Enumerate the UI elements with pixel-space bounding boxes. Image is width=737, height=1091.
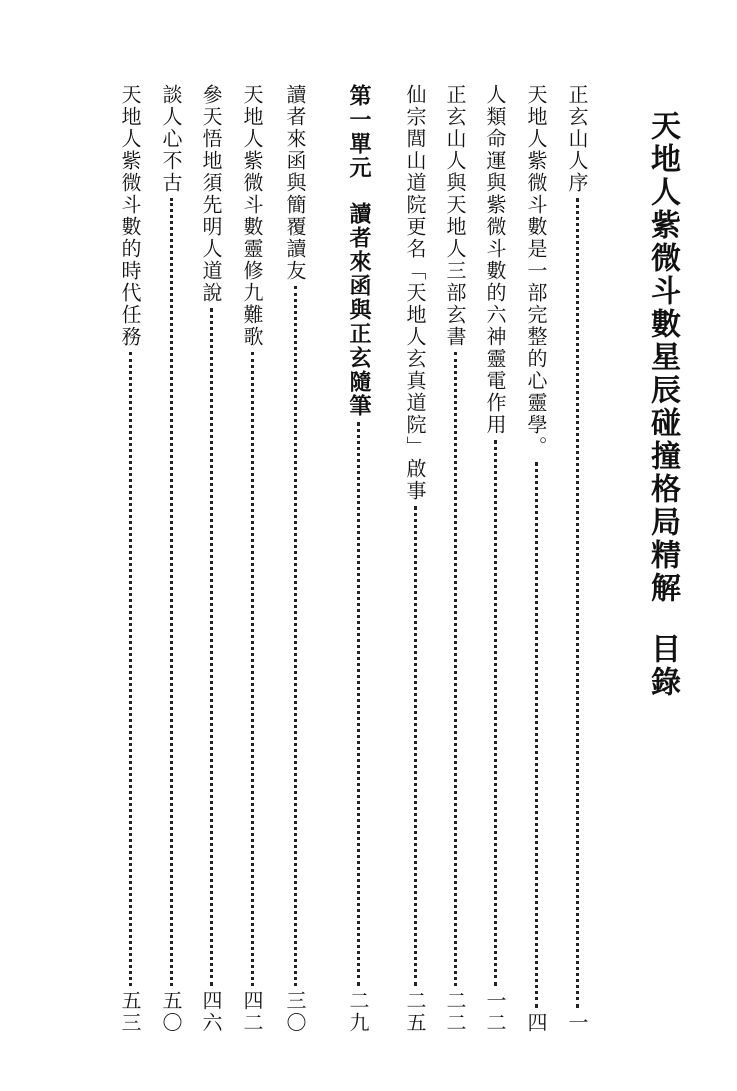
toc-entry[interactable] <box>156 84 186 1034</box>
toc-entry-page: 四 <box>524 1012 548 1034</box>
dot-leader <box>251 352 254 986</box>
dot-leader <box>576 198 579 1008</box>
toc-entry-label: 天地人紫微斗數是一部完整的心靈學。 <box>524 84 548 458</box>
toc-entry-page: 四二 <box>240 990 264 1034</box>
toc-unit-entry[interactable] <box>343 84 373 1034</box>
toc-entry-label: 天地人紫微斗數的時代任務 <box>118 84 142 348</box>
dot-leader <box>210 308 213 986</box>
toc-entry-page: 三〇 <box>283 990 307 1034</box>
toc-entry[interactable] <box>400 84 430 1034</box>
toc-entry-label: 讀者來函與簡覆讀友 <box>283 84 307 282</box>
toc-entry-label: 正玄山人序 <box>565 84 589 194</box>
toc-entry[interactable] <box>237 84 267 1034</box>
toc-entry-label: 天地人紫微斗數靈修九難歌 <box>240 84 264 348</box>
toc-entry-label: 仙宗閭山道院更名「天地人玄真道院」啟事 <box>403 84 427 502</box>
unit-title: 讀者來函與正玄隨筆 <box>346 202 371 418</box>
toc-entry-page: 四六 <box>199 990 223 1034</box>
dot-leader <box>414 506 417 986</box>
dot-leader <box>294 286 297 986</box>
toc-heading: 目錄 <box>645 633 680 699</box>
dot-leader <box>129 352 132 986</box>
toc-entry-label: 人類命運與紫微斗數的六神靈電作用 <box>483 84 507 436</box>
toc-title <box>642 110 682 730</box>
dot-leader <box>454 352 457 986</box>
toc-entry-page: 一 <box>565 1012 589 1034</box>
dot-leader <box>357 422 360 986</box>
book-title: 天地人紫微斗數星辰碰撞格局精解 <box>645 110 680 605</box>
toc-entry[interactable] <box>440 84 470 1034</box>
dot-leader <box>170 198 173 986</box>
toc-entry-label: 正玄山人與天地人三部玄書 <box>443 84 467 348</box>
toc-entry[interactable] <box>480 84 510 1034</box>
toc-entry[interactable] <box>115 84 145 1034</box>
toc-entry[interactable] <box>562 84 592 1034</box>
unit-number: 第一單元 <box>346 84 371 180</box>
toc-entry-page: 二五 <box>403 990 427 1034</box>
toc-entry-page: 五〇 <box>159 990 183 1034</box>
toc-entry[interactable] <box>196 84 226 1034</box>
toc-entry-label: 參天悟地須先明人道說 <box>199 84 223 304</box>
toc-entry[interactable] <box>521 84 551 1034</box>
toc-entry-page: 二二 <box>443 990 467 1034</box>
toc-entry-label: 談人心不古 <box>159 84 183 194</box>
toc-entry-page: 二九 <box>346 990 370 1034</box>
toc-entry[interactable] <box>280 84 310 1034</box>
dot-leader <box>494 440 497 986</box>
toc-entry-page: 五三 <box>118 990 142 1034</box>
toc-entry-page: 一二 <box>483 990 507 1034</box>
dot-leader <box>535 462 538 1008</box>
